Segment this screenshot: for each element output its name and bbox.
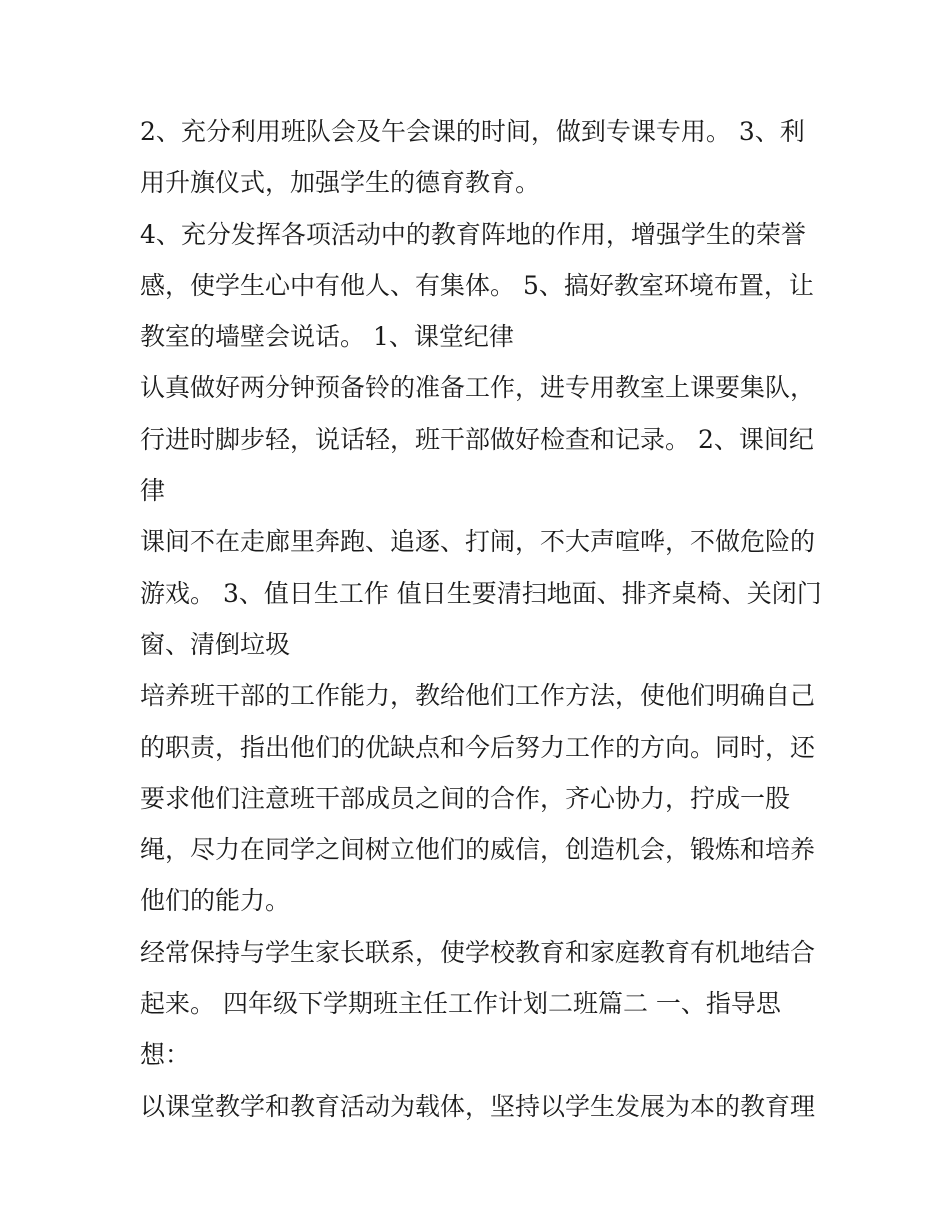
text-line: 教室的墙壁会说话。 1、课堂纪律 — [140, 322, 514, 352]
text-line: 经常保持与学生家长联系，使学校教育和家庭教育有机地结合 — [140, 937, 816, 967]
text-line: 要求他们注意班干部成员之间的合作，齐心协力，拧成一股 — [140, 783, 791, 813]
text-line: 以课堂教学和教育活动为载体，坚持以学生发展为本的教育理 — [140, 1091, 816, 1121]
text-line: 起来。 四年级下学期班主任工作计划二班篇二 一、指导思 — [140, 989, 781, 1019]
text-line: 的职责，指出他们的优缺点和今后努力工作的方向。同时，还 — [140, 732, 816, 762]
text-line: 窗、清倒垃圾 — [140, 629, 291, 659]
text-line: 绳，尽力在同学之间树立他们的威信，创造机会，锻炼和培养 — [140, 835, 816, 865]
text-line: 他们的能力。 — [140, 886, 291, 916]
text-line: 课间不在走廊里奔跑、追逐、打闹，不大声喧哗，不做危险的 — [140, 527, 816, 557]
text-line: 感，使学生心中有他人、有集体。 5、搞好教室环境布置，让 — [140, 270, 814, 300]
text-line: 想： — [140, 1040, 191, 1070]
text-line: 行进时脚步轻，说话轻，班干部做好检查和记录。 2、课间纪 — [140, 424, 814, 454]
text-line: 律 — [140, 476, 166, 506]
text-line: 用升旗仪式，加强学生的德育教育。 — [140, 168, 541, 198]
text-line: 4、充分发挥各项活动中的教育阵地的作用，增强学生的荣誉 — [140, 219, 806, 249]
text-line: 认真做好两分钟预备铃的准备工作，进专用教室上课要集队， — [140, 373, 816, 403]
text-line: 培养班干部的工作能力，教给他们工作方法，使他们明确自己 — [140, 681, 816, 711]
text-line: 2、充分利用班队会及午会课的时间，做到专课专用。 3、利 — [140, 117, 805, 146]
body-text — [140, 106, 820, 1132]
text-line: 游戏。 3、值日生工作 值日生要清扫地面、排齐桌椅、关闭门 — [140, 578, 822, 608]
